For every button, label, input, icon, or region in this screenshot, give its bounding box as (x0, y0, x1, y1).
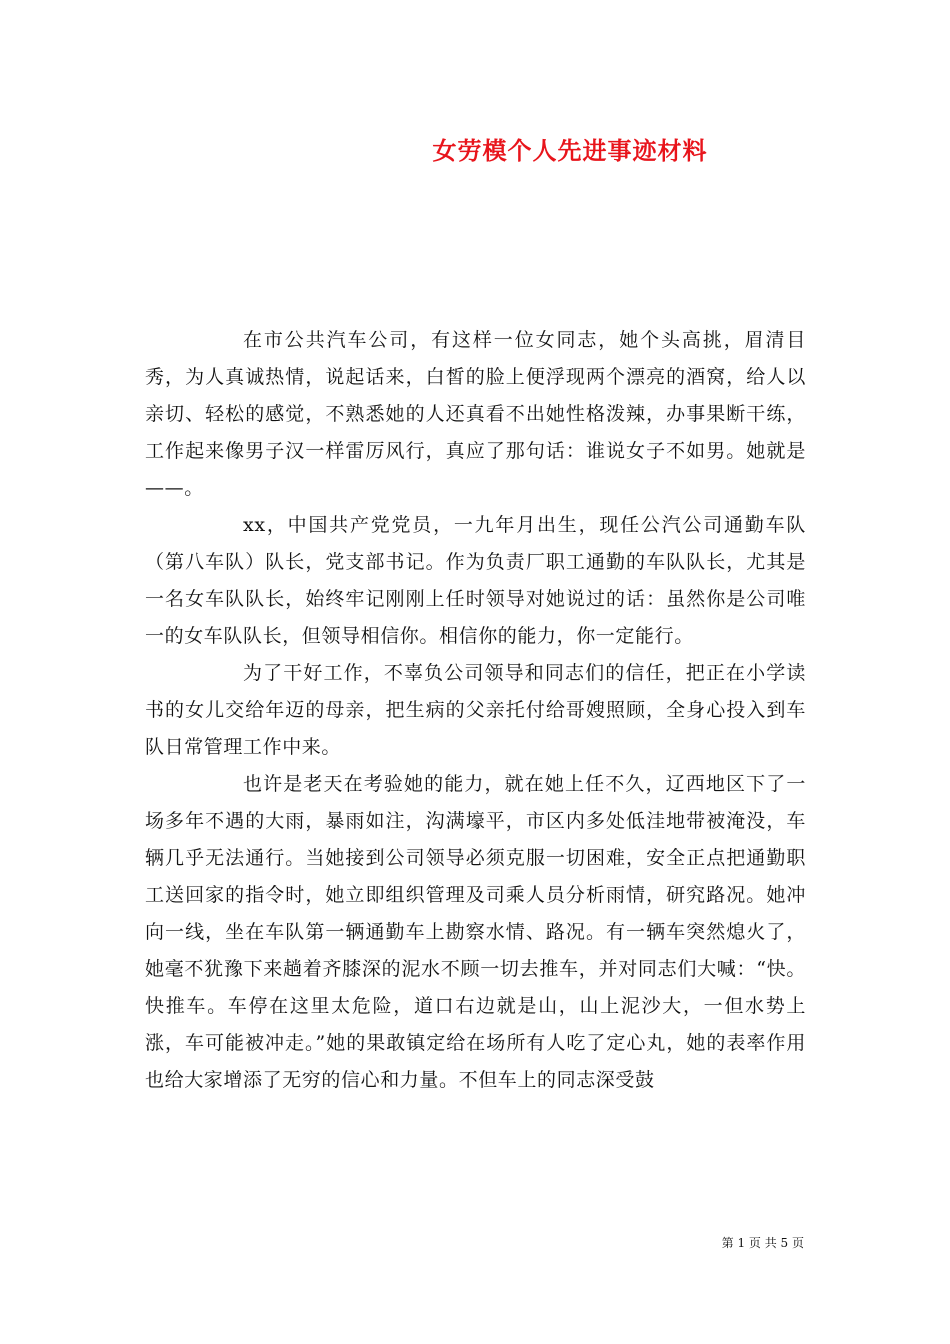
paragraph: 为了干好工作，不辜负公司领导和同志们的信任，把正在小学读书的女儿交给年迈的母亲，把生病的父亲托付给哥嫂照顾，全身心投入到车队日常管理工作中来。 (145, 662, 806, 758)
document-title: 女劳模个人先进事迹材料 (432, 136, 708, 165)
paragraph: 也许是老天在考验她的能力，就在她上任不久，辽西地区下了一场多年不遇的大雨，暴雨如注，沟满壕平，市区内多处低洼地带被淹没，车辆几乎无法通行。当她接到公司领导必须克服一切困难，安全正点把通勤职工送回家的指令时，她立即组织管理及司乘人员分析雨情，研究路况。她冲向一线，坐在车队第一辆通勤车上勘察水情、路况。有一辆车突然熄火了，她毫不犹豫下来趟着齐膝深的泥水不顾一切去推车，并对同志们大喊：“快。快推车。车停在这里太危险，道口右边就是山，山上泥沙大，一但水势上涨，车可能被冲走。”她的果敢镇定给在场所有人吃了定心丸，她的表率作用也给大家增添了无穷的信心和力量。不但车上的同志深受鼓 (145, 773, 806, 1091)
paragraph: 在市公共汽车公司，有这样一位女同志，她个头高挑，眉清目秀，为人真诚热情，说起话来，白皙的脸上便浮现两个漂亮的酒窝，给人以亲切、轻松的感觉，不熟悉她的人还真看不出她性格泼辣，办事果断干练，工作起来像男子汉一样雷厉风行，真应了那句话：谁说女子不如男。她就是——。 (145, 329, 806, 499)
paragraph: xx，中国共产党党员，一九年月出生，现任公汽公司通勤车队（第八车队）队长，党支部书记。作为负责厂职工通勤的车队队长，尤其是一名女车队队长，始终牢记刚刚上任时领导对她说过的话：虽然你是公司唯一的女车队队长，但领导相信你。相信你的能力，你一定能行。 (145, 514, 806, 647)
document-body (145, 322, 806, 1099)
page-number: 第 1 页 共 5 页 (721, 1236, 804, 1250)
